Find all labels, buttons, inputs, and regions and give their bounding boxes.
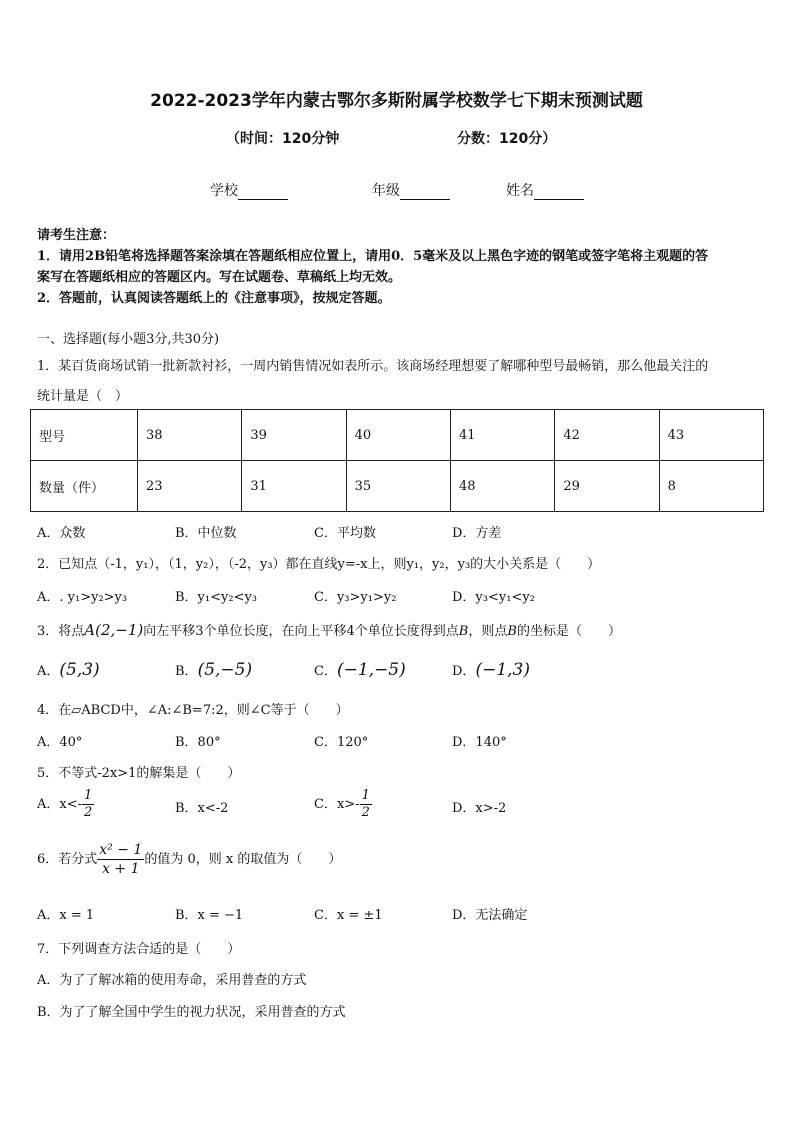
section-heading: 一、选择题(每小题3分,共30分) — [37, 332, 220, 347]
exam-time: （时间：120分钟 — [226, 131, 340, 147]
q5-option-d: D．x>-2 — [452, 801, 507, 816]
q1-option-c: C．平均数 — [314, 526, 376, 541]
q6-option-b: B．x = −1 — [175, 908, 244, 923]
q3-point-a: A(2,−1) — [84, 621, 144, 639]
q6-stem — [37, 841, 341, 878]
q3-stem — [37, 620, 621, 639]
q7-stem: 7．下列调查方法合适的是（ ） — [37, 942, 241, 957]
q3-option-d — [452, 660, 530, 680]
q3-option-b-value: (5,−5) — [197, 660, 253, 680]
fraction-numerator: 1 — [84, 788, 93, 803]
q4-option-c: C．120° — [314, 735, 369, 750]
q3-option-d-value: (−1,3) — [475, 660, 530, 680]
q5-option-c-fraction — [360, 788, 372, 821]
q7-option-a: A．为了了解冰箱的使用寿命，采用普查的方式 — [37, 973, 307, 988]
table-cell: 29 — [555, 461, 659, 512]
q2-option-d: D．y₃<y₁<y₂ — [452, 590, 535, 605]
q3-option-c-label: C． — [314, 664, 337, 679]
q6-fraction — [97, 841, 144, 878]
q5-option-a-label: A．x<- — [37, 797, 83, 812]
table-cell: 48 — [450, 461, 554, 512]
q1-option-d: D．方差 — [452, 526, 502, 541]
q2-option-c: C．y₃>y₁>y₂ — [314, 590, 397, 605]
table-cell: 39 — [242, 410, 346, 461]
table-cell: 35 — [346, 461, 450, 512]
school-label: 学校 — [210, 183, 238, 199]
name-label: 姓名 — [506, 183, 534, 199]
q6-option-a: A．x = 1 — [37, 908, 95, 923]
q5-option-a — [37, 788, 94, 821]
q1-stem-line-2: 统计量是（ ） — [37, 389, 129, 404]
q3-option-d-label: D． — [452, 664, 476, 679]
school-blank — [238, 185, 288, 200]
q5-option-c-label: C．x>- — [314, 797, 360, 812]
q2-stem: 2．已知点（-1，y₁），（1，y₂），（-2，y₃）都在直线y=-x上，则y₁，y₂，y₃的大小关系是（ ） — [37, 557, 601, 572]
q5-stem: 5．不等式-2x>1的解集是（ ） — [37, 766, 241, 781]
grade-field — [372, 180, 450, 200]
q4-option-d: D．140° — [452, 735, 507, 750]
table-row — [31, 410, 764, 461]
q5-option-c — [314, 788, 372, 821]
table-cell: 数量（件） — [31, 461, 138, 512]
q1-stem-line-1: 1．某百货商场试销一批新款衬衫，一周内销售情况如表所示。该商场经理想要了解哪种型号最畅销，那么他最关注的 — [37, 359, 709, 374]
table-cell: 38 — [138, 410, 242, 461]
q3-option-b-label: B． — [175, 664, 198, 679]
table-row — [31, 461, 764, 512]
q3-option-b — [175, 660, 252, 680]
table-cell: 43 — [659, 410, 763, 461]
table-cell: 40 — [346, 410, 450, 461]
q5-option-b: B．x<-2 — [175, 801, 229, 816]
grade-label: 年级 — [372, 183, 400, 199]
notice-line-2: 2．答题前，认真阅读答题纸上的《注意事项》，按规定答题。 — [37, 291, 391, 306]
fraction-numerator: x² − 1 — [99, 842, 143, 858]
notice-line-1a: 1．请用2B铅笔将选择题答案涂填在答题纸相应位置上，请用0．5毫米及以上黑色字迹的钢笔或签字笔将主观题的答 — [37, 249, 709, 264]
fraction-denominator: 2 — [361, 805, 370, 820]
fraction-denominator: 2 — [84, 805, 93, 820]
notice-heading: 请考生注意： — [37, 228, 116, 243]
q4-stem: 4．在▱ABCD中，∠A:∠B=7:2，则∠C等于（ ） — [37, 703, 349, 718]
name-blank — [534, 185, 584, 200]
q4-option-b: B．80° — [175, 735, 221, 750]
q3-stem-part-c: ，则点 — [468, 624, 508, 639]
q4-option-a: A．40° — [37, 735, 83, 750]
name-field — [506, 180, 584, 200]
q3-option-c-value: (−1,−5) — [336, 660, 406, 680]
q7-option-b: B．为了了解全国中学生的视力状况，采用普查的方式 — [37, 1005, 346, 1020]
q3-stem-part-a: 3．将点 — [37, 624, 85, 639]
q6-option-c: C．x = ±1 — [314, 908, 383, 923]
q3-point-b: B — [458, 624, 469, 639]
q2-option-a: A．. y₁>y₂>y₃ — [37, 590, 128, 605]
table-cell: 42 — [555, 410, 659, 461]
q3-option-c — [314, 660, 406, 680]
table-cell: 型号 — [31, 410, 138, 461]
fraction-denominator: x + 1 — [102, 861, 140, 877]
q5-option-a-fraction — [82, 788, 94, 821]
exam-title: 2022-2023学年内蒙古鄂尔多斯附属学校数学七下期末预测试题 — [150, 91, 643, 111]
table-cell: 8 — [659, 461, 763, 512]
q3-option-a — [37, 660, 100, 680]
q3-stem-part-b: 向左平移3个单位长度，在向上平移4个单位长度得到点 — [143, 624, 459, 639]
q3-point-b-ref: B — [507, 624, 517, 639]
q3-stem-part-d: 的坐标是（ ） — [516, 624, 621, 639]
q3-option-a-value: (5,3) — [59, 660, 100, 680]
table-cell: 23 — [138, 461, 242, 512]
sales-table — [30, 409, 764, 512]
q1-option-a: A．众数 — [37, 526, 86, 541]
q6-stem-part-a: 6．若分式 — [37, 852, 98, 867]
fraction-numerator: 1 — [361, 788, 370, 803]
q6-option-d: D．无法确定 — [452, 908, 528, 923]
notice-line-1b: 案写在答题纸相应的答题区内。写在试题卷、草稿纸上均无效。 — [37, 270, 402, 285]
q6-stem-part-b: 的值为 0，则 x 的取值为（ ） — [144, 852, 342, 867]
table-cell: 41 — [450, 410, 554, 461]
grade-blank — [400, 185, 450, 200]
q1-option-b: B．中位数 — [175, 526, 237, 541]
school-field — [210, 180, 288, 200]
table-cell: 31 — [242, 461, 346, 512]
exam-score: 分数：120分） — [457, 131, 557, 147]
q2-option-b: B．y₁<y₂<y₃ — [175, 590, 258, 605]
q3-option-a-label: A． — [37, 664, 60, 679]
